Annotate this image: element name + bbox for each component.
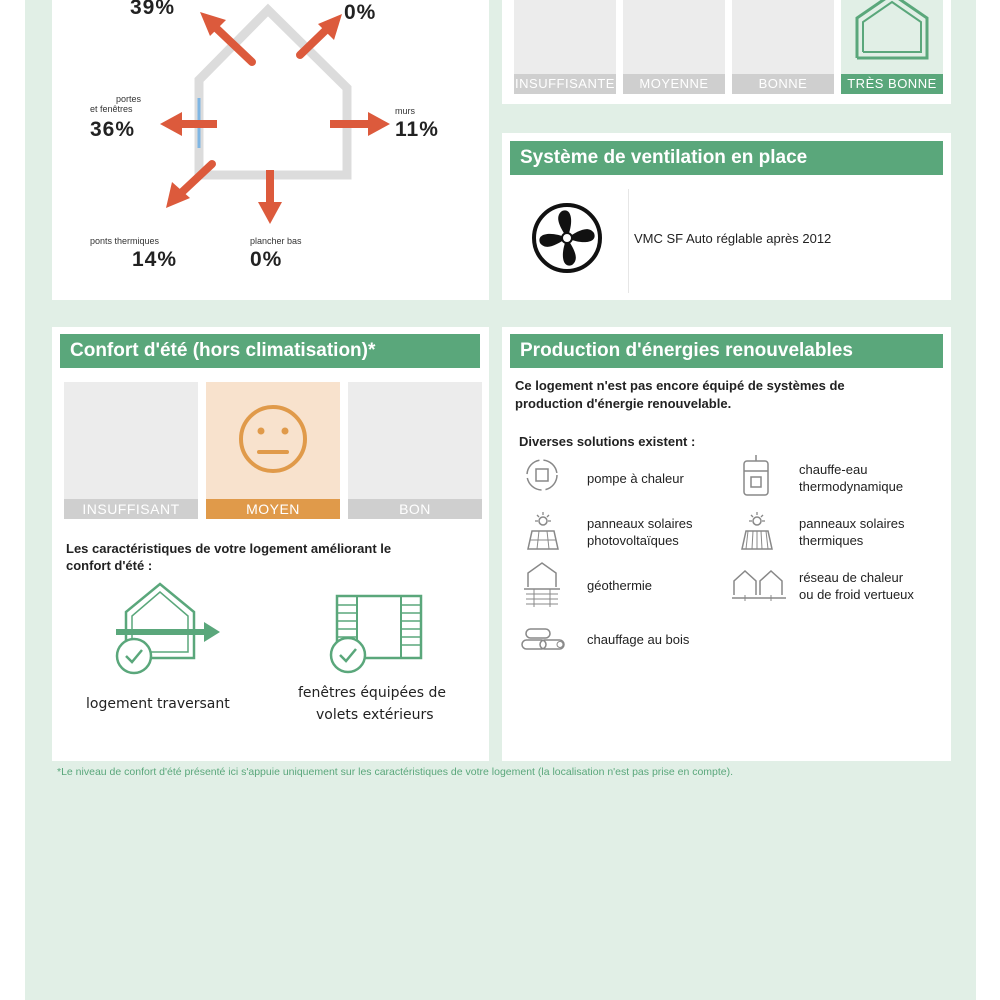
footnote: *Le niveau de confort d'été présenté ici s'appuie uniquement sur les caractéristiques de votre logement (la localisation n'est pas prise en compte). <box>57 766 734 778</box>
heat-loss-card <box>52 0 489 300</box>
summer-characteristics-line1: Les caractéristiques de votre logement améliorant le <box>66 541 392 556</box>
insulation-box-moyenne <box>623 0 725 76</box>
loss-murs-value: 11% <box>395 118 439 141</box>
loss-murs-label: murs <box>395 106 415 116</box>
arrow-portes <box>160 112 217 136</box>
summer-comfort-title: Confort d'été (hors climatisation)* <box>60 334 480 368</box>
loss-portes-label-2: et fenêtres <box>90 104 133 114</box>
renewables-card <box>502 327 951 761</box>
summer-characteristics-line2: confort d'été : <box>66 558 153 573</box>
insulation-box-insuffisante <box>514 0 616 76</box>
solution-7-label: chauffage au bois <box>587 632 690 647</box>
insulation-level-tres-bonne: TRÈS BONNE <box>841 74 943 94</box>
heat-pump-icon <box>522 457 562 493</box>
solution-1-label: pompe à chaleur <box>587 471 684 486</box>
renewables-intro-line2: production d'énergie renouvelable. <box>515 396 732 411</box>
solution-6-label-line1: réseau de chaleur <box>799 570 904 585</box>
insulation-box-bonne <box>732 0 834 76</box>
solution-3-label-line2: photovoltaïques <box>587 533 679 548</box>
arrow-ponts <box>166 164 212 208</box>
feature-2-label-line1: fenêtres équipées de <box>298 685 446 701</box>
solar-pv-icon <box>522 511 564 551</box>
loss-portes-label-1: portes <box>116 94 142 104</box>
feature-2-label-line2: volets extérieurs <box>316 707 434 723</box>
house-crossflow-icon <box>112 582 224 676</box>
summer-level-bon: BON <box>348 499 482 519</box>
loss-ventilation-value: 0% <box>344 1 377 24</box>
insulation-box-tres-bonne <box>841 0 943 76</box>
summer-box-moyen <box>206 382 340 500</box>
solution-6-label-line2: ou de froid vertueux <box>799 587 914 602</box>
renewables-intro-line1: Ce logement n'est pas encore équipé de systèmes de <box>515 378 845 393</box>
insulation-level-insuffisante: INSUFFISANTE <box>514 74 616 94</box>
summer-box-insuffisant <box>64 382 198 500</box>
ventilation-description: VMC SF Auto réglable après 2012 <box>634 231 832 246</box>
loss-ponts-value: 14% <box>132 248 178 271</box>
renewables-title: Production d'énergies renouvelables <box>510 334 943 368</box>
neutral-face-icon <box>206 382 340 500</box>
loss-toit-value: 39% <box>130 0 176 19</box>
solutions-label: Diverses solutions existent : <box>519 434 696 449</box>
solution-5-label: géothermie <box>587 578 653 593</box>
summer-level-insuffisant: INSUFFISANT <box>64 499 198 519</box>
insulation-card <box>502 0 951 104</box>
feature-1-label: logement traversant <box>86 696 230 712</box>
ventilation-divider <box>628 189 629 293</box>
house-insulated-icon <box>841 0 943 76</box>
solar-thermal-icon <box>736 511 778 551</box>
summer-level-moyen: MOYEN <box>206 499 340 519</box>
loss-plancher-label: plancher bas <box>250 236 302 246</box>
solution-4-label-line1: panneaux solaires <box>799 516 905 531</box>
loss-plancher-value: 0% <box>250 248 283 271</box>
arrow-ventilation <box>300 14 342 55</box>
loss-ponts-label: ponts thermiques <box>90 236 160 246</box>
wood-heating-icon <box>520 625 566 655</box>
insulation-level-moyenne: MOYENNE <box>623 74 725 94</box>
solution-2-label-line1: chauffe-eau <box>799 462 868 477</box>
summer-comfort-card <box>52 327 489 761</box>
solution-3-label-line1: panneaux solaires <box>587 516 693 531</box>
heat-network-icon <box>732 565 786 603</box>
window-shutters-icon <box>328 593 424 675</box>
solution-4-label-line2: thermiques <box>799 533 864 548</box>
insulation-level-bonne: BONNE <box>732 74 834 94</box>
arrow-murs <box>330 112 390 136</box>
ventilation-card <box>502 133 951 300</box>
solution-2-label-line2: thermodynamique <box>799 479 904 494</box>
summer-box-bon <box>348 382 482 500</box>
ventilation-title: Système de ventilation en place <box>510 141 943 175</box>
geothermal-icon <box>522 561 562 609</box>
water-heater-icon <box>736 455 776 499</box>
fan-icon <box>530 201 604 275</box>
loss-portes-value: 36% <box>90 118 136 141</box>
